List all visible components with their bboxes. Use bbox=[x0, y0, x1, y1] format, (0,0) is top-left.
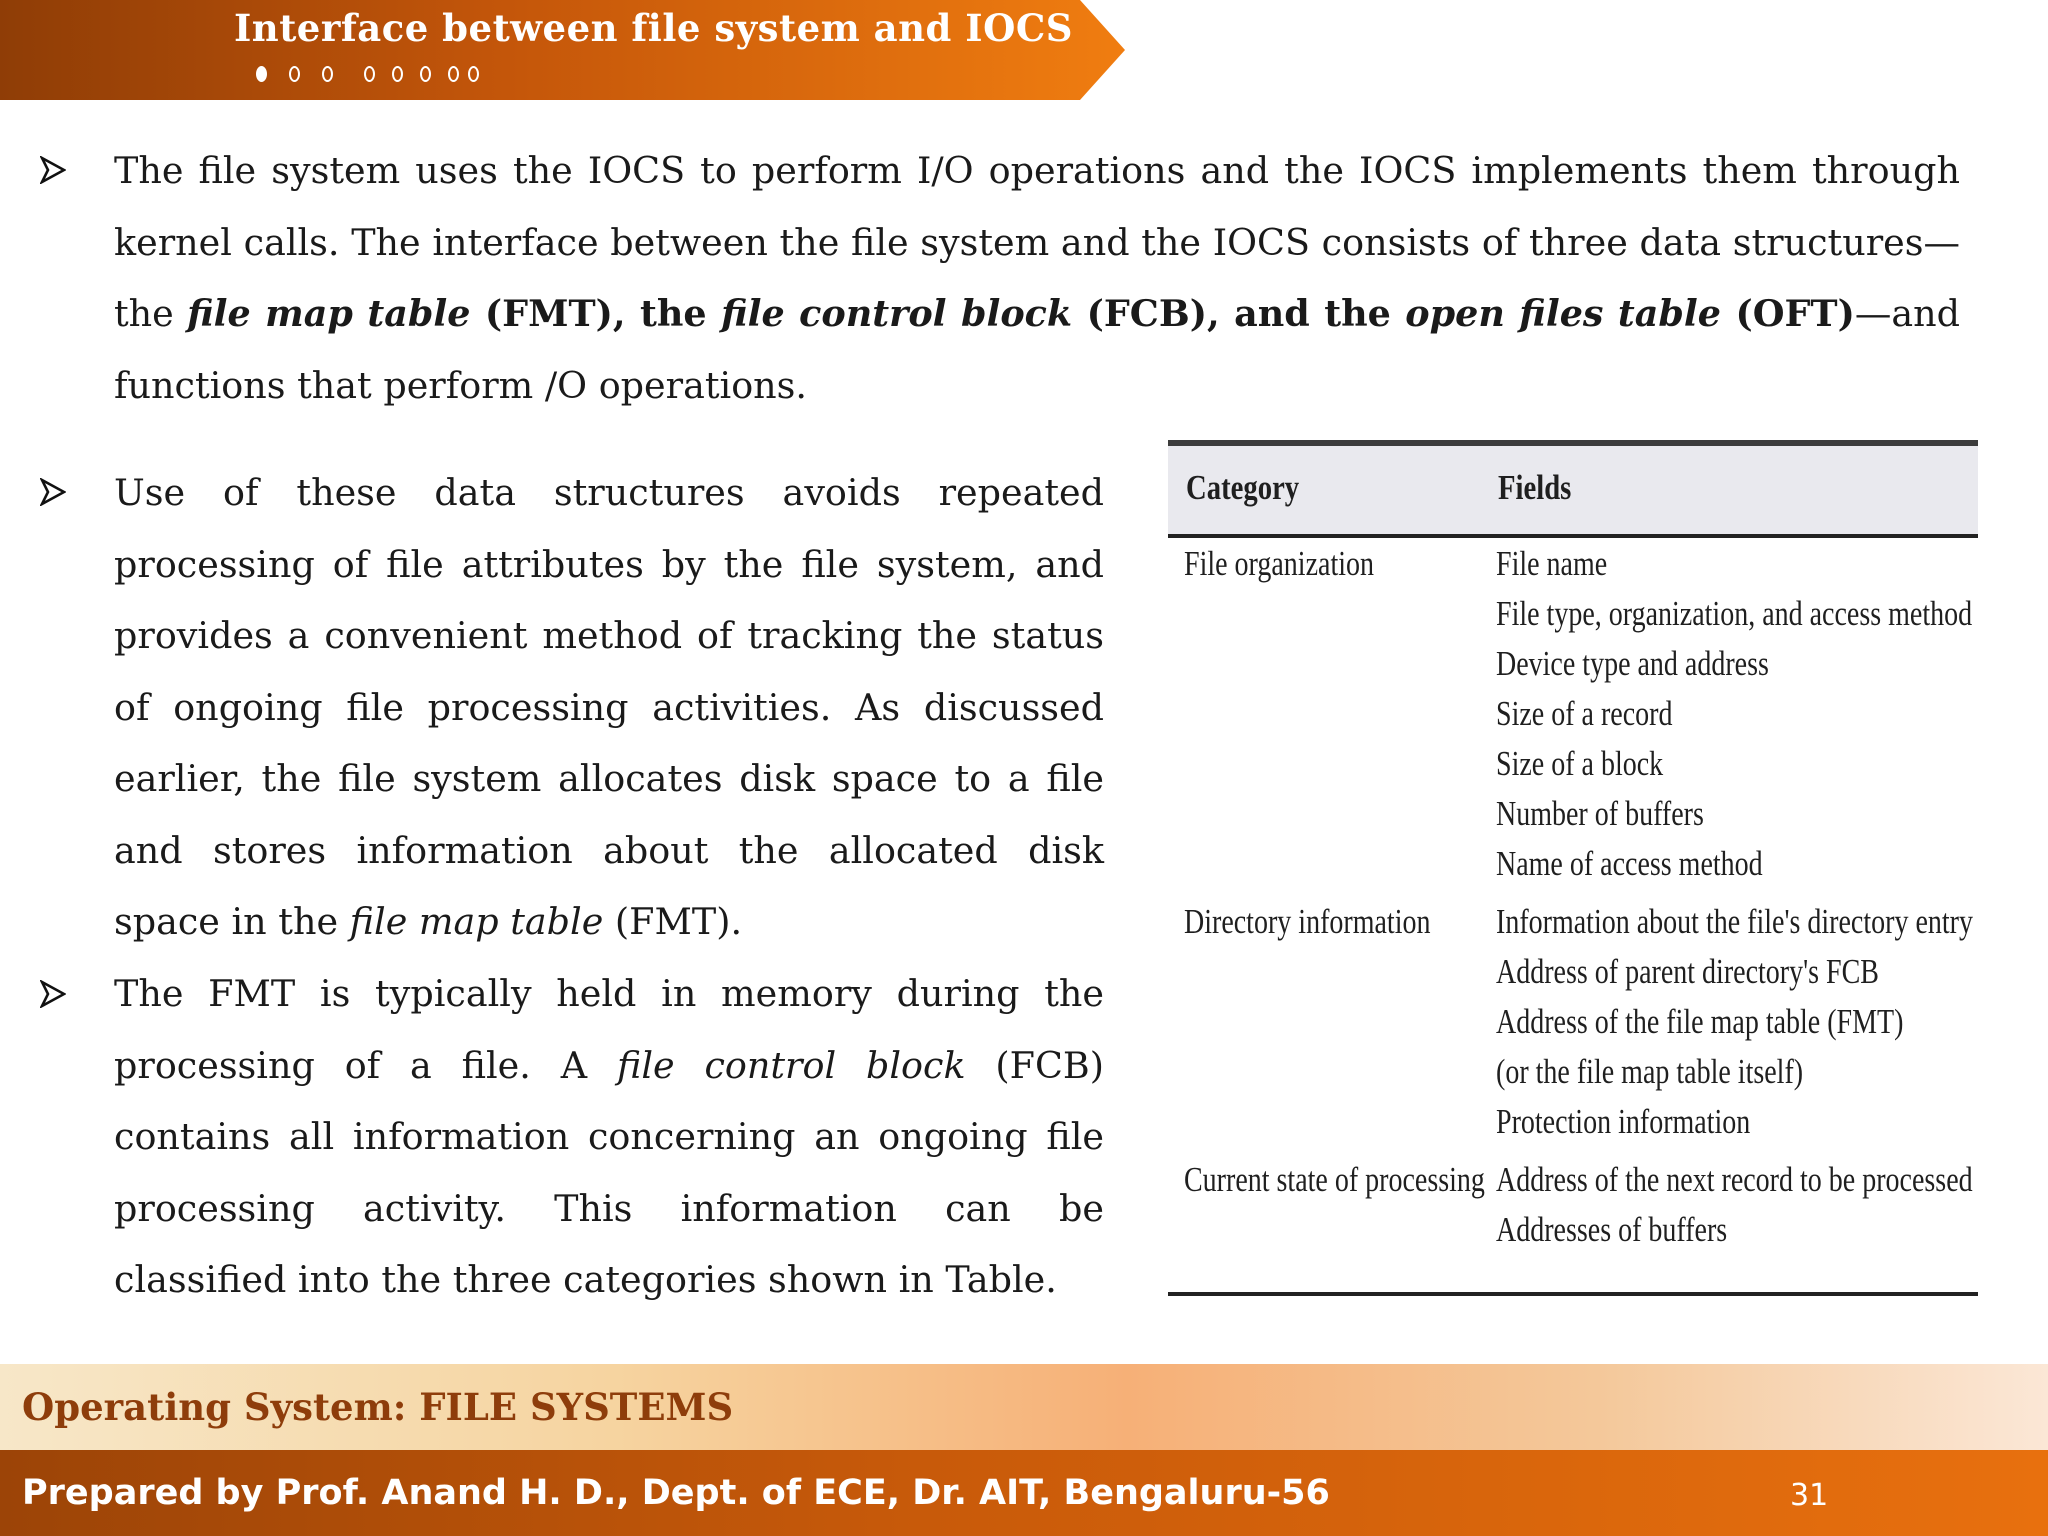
abbr-oft: (OFT) bbox=[1721, 292, 1855, 335]
abbr-fmt: (FMT), the bbox=[470, 292, 722, 335]
table-field-cell: File name bbox=[1496, 544, 1608, 583]
p3-text-a: The FMT is typically held in memory during the processing of a file. A bbox=[114, 972, 1104, 1087]
paragraph-interface bbox=[114, 135, 1960, 421]
p1-text-a: The file system uses the IOCS to perform I/O operations and the IOCS implements them through kernel calls. The interface between the file system and the IOCS consists of three data structures—the bbox=[114, 149, 1960, 335]
term-file-control-block: file control block bbox=[721, 292, 1073, 335]
nav-dot[interactable] bbox=[468, 66, 479, 82]
nav-dot[interactable] bbox=[289, 66, 300, 82]
p3-text-b: (FCB) contains all information concerning an ongoing file processing activity. This information can be classified into the three categories shown in Table. bbox=[114, 1043, 1104, 1301]
p1-text-b: —and functions that perform /O operations. bbox=[114, 292, 1960, 407]
table-header-rule bbox=[1168, 534, 1978, 538]
table-field-cell: Device type and address bbox=[1496, 644, 1769, 683]
term-open-files-table: open files table bbox=[1405, 292, 1722, 335]
header-fields: Fields bbox=[1498, 468, 1572, 507]
p2-text-b: (FMT). bbox=[603, 900, 743, 943]
nav-dot[interactable] bbox=[256, 66, 267, 82]
table-field-cell: Address of the next record to be processed bbox=[1496, 1160, 1973, 1199]
table-bottom-rule bbox=[1168, 1292, 1978, 1296]
term-file-control-block-2: file control block bbox=[616, 1043, 966, 1087]
nav-dot[interactable] bbox=[392, 66, 403, 82]
table-field-cell: Number of buffers bbox=[1496, 794, 1704, 833]
nav-dot[interactable] bbox=[364, 66, 375, 82]
author-credit: Prepared by Prof. Anand H. D., Dept. of ECE, Dr. AIT, Bengaluru-56 bbox=[22, 1473, 1330, 1513]
table-field-cell: File type, organization, and access method bbox=[1496, 594, 1973, 633]
table-field-cell: (or the file map table itself) bbox=[1496, 1052, 1804, 1091]
bullet-arrow-icon bbox=[40, 478, 66, 506]
slide-title: Interface between file system and IOCS bbox=[234, 6, 1073, 50]
table-field-cell: Information about the file's directory entry bbox=[1496, 902, 1973, 941]
term-file-map-table-2: file map table bbox=[349, 900, 604, 943]
table-field-cell: Size of a block bbox=[1496, 744, 1664, 783]
bullet-arrow-icon bbox=[40, 156, 66, 184]
table-category-cell: File organization bbox=[1184, 544, 1374, 583]
table-field-cell: Addresses of buffers bbox=[1496, 1210, 1728, 1249]
term-file-map-table: file map table bbox=[187, 292, 471, 335]
table-field-cell: Protection information bbox=[1496, 1102, 1751, 1141]
nav-dot[interactable] bbox=[448, 66, 459, 82]
nav-dot[interactable] bbox=[322, 66, 333, 82]
table-field-cell: Address of the file map table (FMT) bbox=[1496, 1002, 1904, 1041]
nav-dot[interactable] bbox=[420, 66, 431, 82]
table-category-cell: Current state of processing bbox=[1184, 1160, 1485, 1199]
table-field-cell: Size of a record bbox=[1496, 694, 1673, 733]
paragraph-data-structures bbox=[114, 457, 1104, 958]
p2-text-a: Use of these data structures avoids repeated processing of file attributes by the file system, and provides a convenient method of tracking the status of ongoing file processing activities. As discussed earlier, the file system allocates disk space to a file and stores information about the allocated disk space in the bbox=[114, 471, 1104, 943]
abbr-fcb: (FCB), and the bbox=[1072, 292, 1406, 335]
table-category-cell: Directory information bbox=[1184, 902, 1431, 941]
bullet-arrow-icon bbox=[40, 980, 66, 1008]
table-field-cell: Address of parent directory's FCB bbox=[1496, 952, 1879, 991]
header-category: Category bbox=[1186, 468, 1300, 507]
paragraph-fmt-fcb bbox=[114, 958, 1104, 1316]
course-title: Operating System: FILE SYSTEMS bbox=[22, 1385, 734, 1429]
table-field-cell: Name of access method bbox=[1496, 844, 1763, 883]
fcb-fields-table bbox=[1168, 440, 1978, 1300]
page-number: 31 bbox=[1790, 1478, 1829, 1513]
